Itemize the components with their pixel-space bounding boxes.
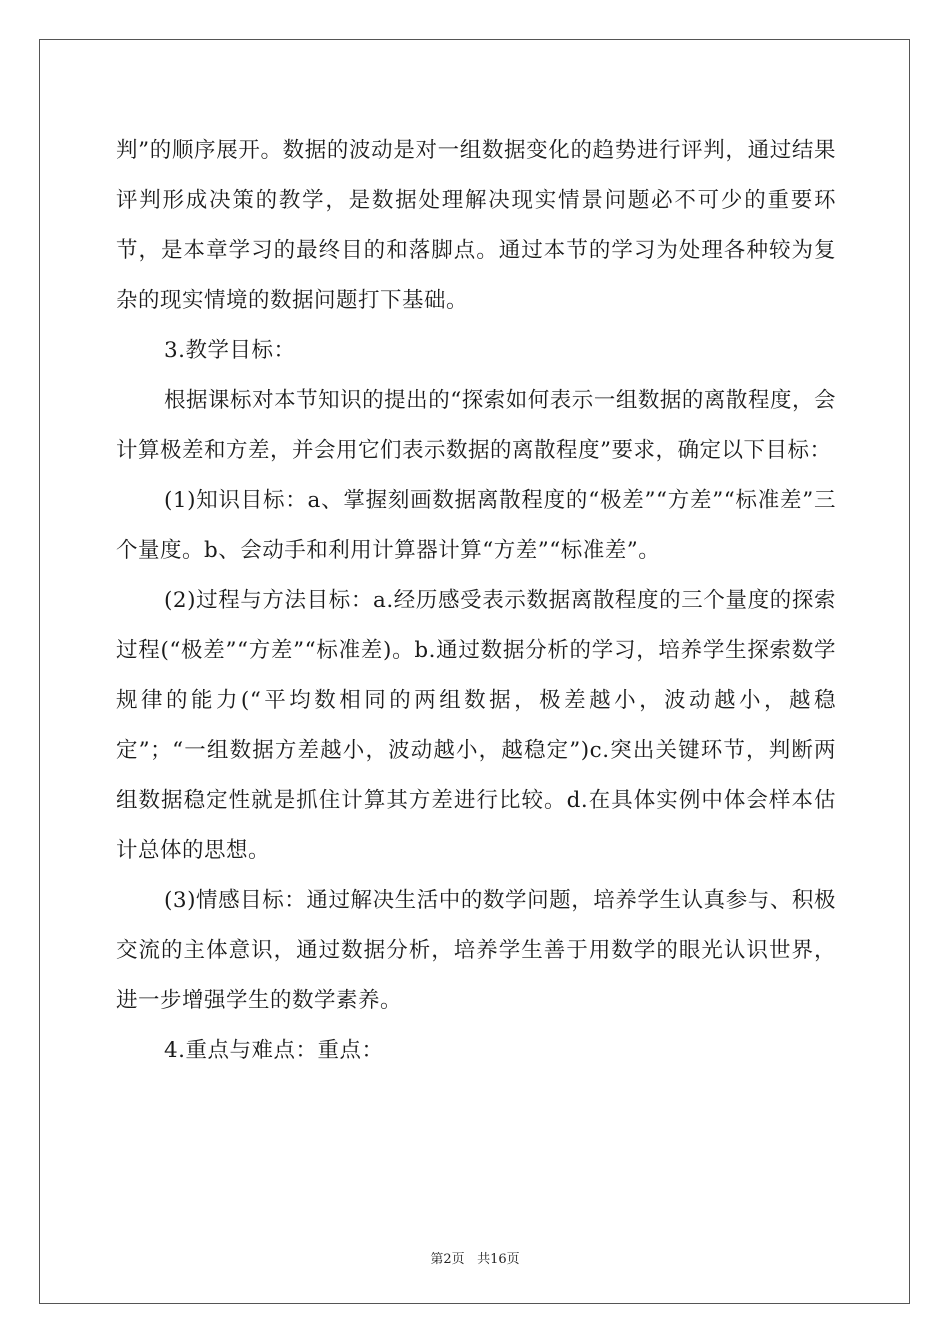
heading-teaching-goals: 3.教学目标： <box>164 338 296 363</box>
heading-key-points: 4.重点与难点：重点： <box>164 1038 384 1063</box>
page-footer <box>0 1248 950 1267</box>
page-total: 共16页 <box>477 1252 520 1267</box>
paragraph-curriculum-basis: 根据课标对本节知识的提出的“探索如何表示一组数据的离散程度，会计算极差和方差，并会用它们表示数据的离散程度”要求，确定以下目标： <box>116 388 836 463</box>
paragraph-process-goal: (2)过程与方法目标：a.经历感受表示数据离散程度的三个量度的探索过程(“极差”“方差”“标准差)。b.通过数据分析的学习，培养学生探索数学规律的能力(“平均数相同的两组数据，极差越小，波动越小，越稳定”；“一组数据方差越小，波动越小，越稳定”)c.突出关键环节，判断两组数据稳定性就是抓住计算其方差进行比较。d.在具体实例中体会样本估计总体的思想。 <box>116 588 836 863</box>
paragraph-continuation: 判”的顺序展开。数据的波动是对一组数据变化的趋势进行评判，通过结果评判形成决策的教学，是数据处理解决现实情景问题必不可少的重要环节，是本章学习的最终目的和落脚点。通过本节的学习为处理各种较为复杂的现实情境的数据问题打下基础。 <box>116 138 836 313</box>
paragraph-knowledge-goal: (1)知识目标：a、掌握刻画数据离散程度的“极差”“方差”“标准差”三个量度。b、会动手和利用计算器计算“方差”“标准差”。 <box>116 488 836 563</box>
document-body <box>116 126 836 1076</box>
paragraph-emotion-goal: (3)情感目标：通过解决生活中的数学问题，培养学生认真参与、积极交流的主体意识，通过数据分析，培养学生善于用数学的眼光认识世界，进一步增强学生的数学素养。 <box>116 888 836 1013</box>
page-number: 第2页 <box>430 1252 465 1267</box>
